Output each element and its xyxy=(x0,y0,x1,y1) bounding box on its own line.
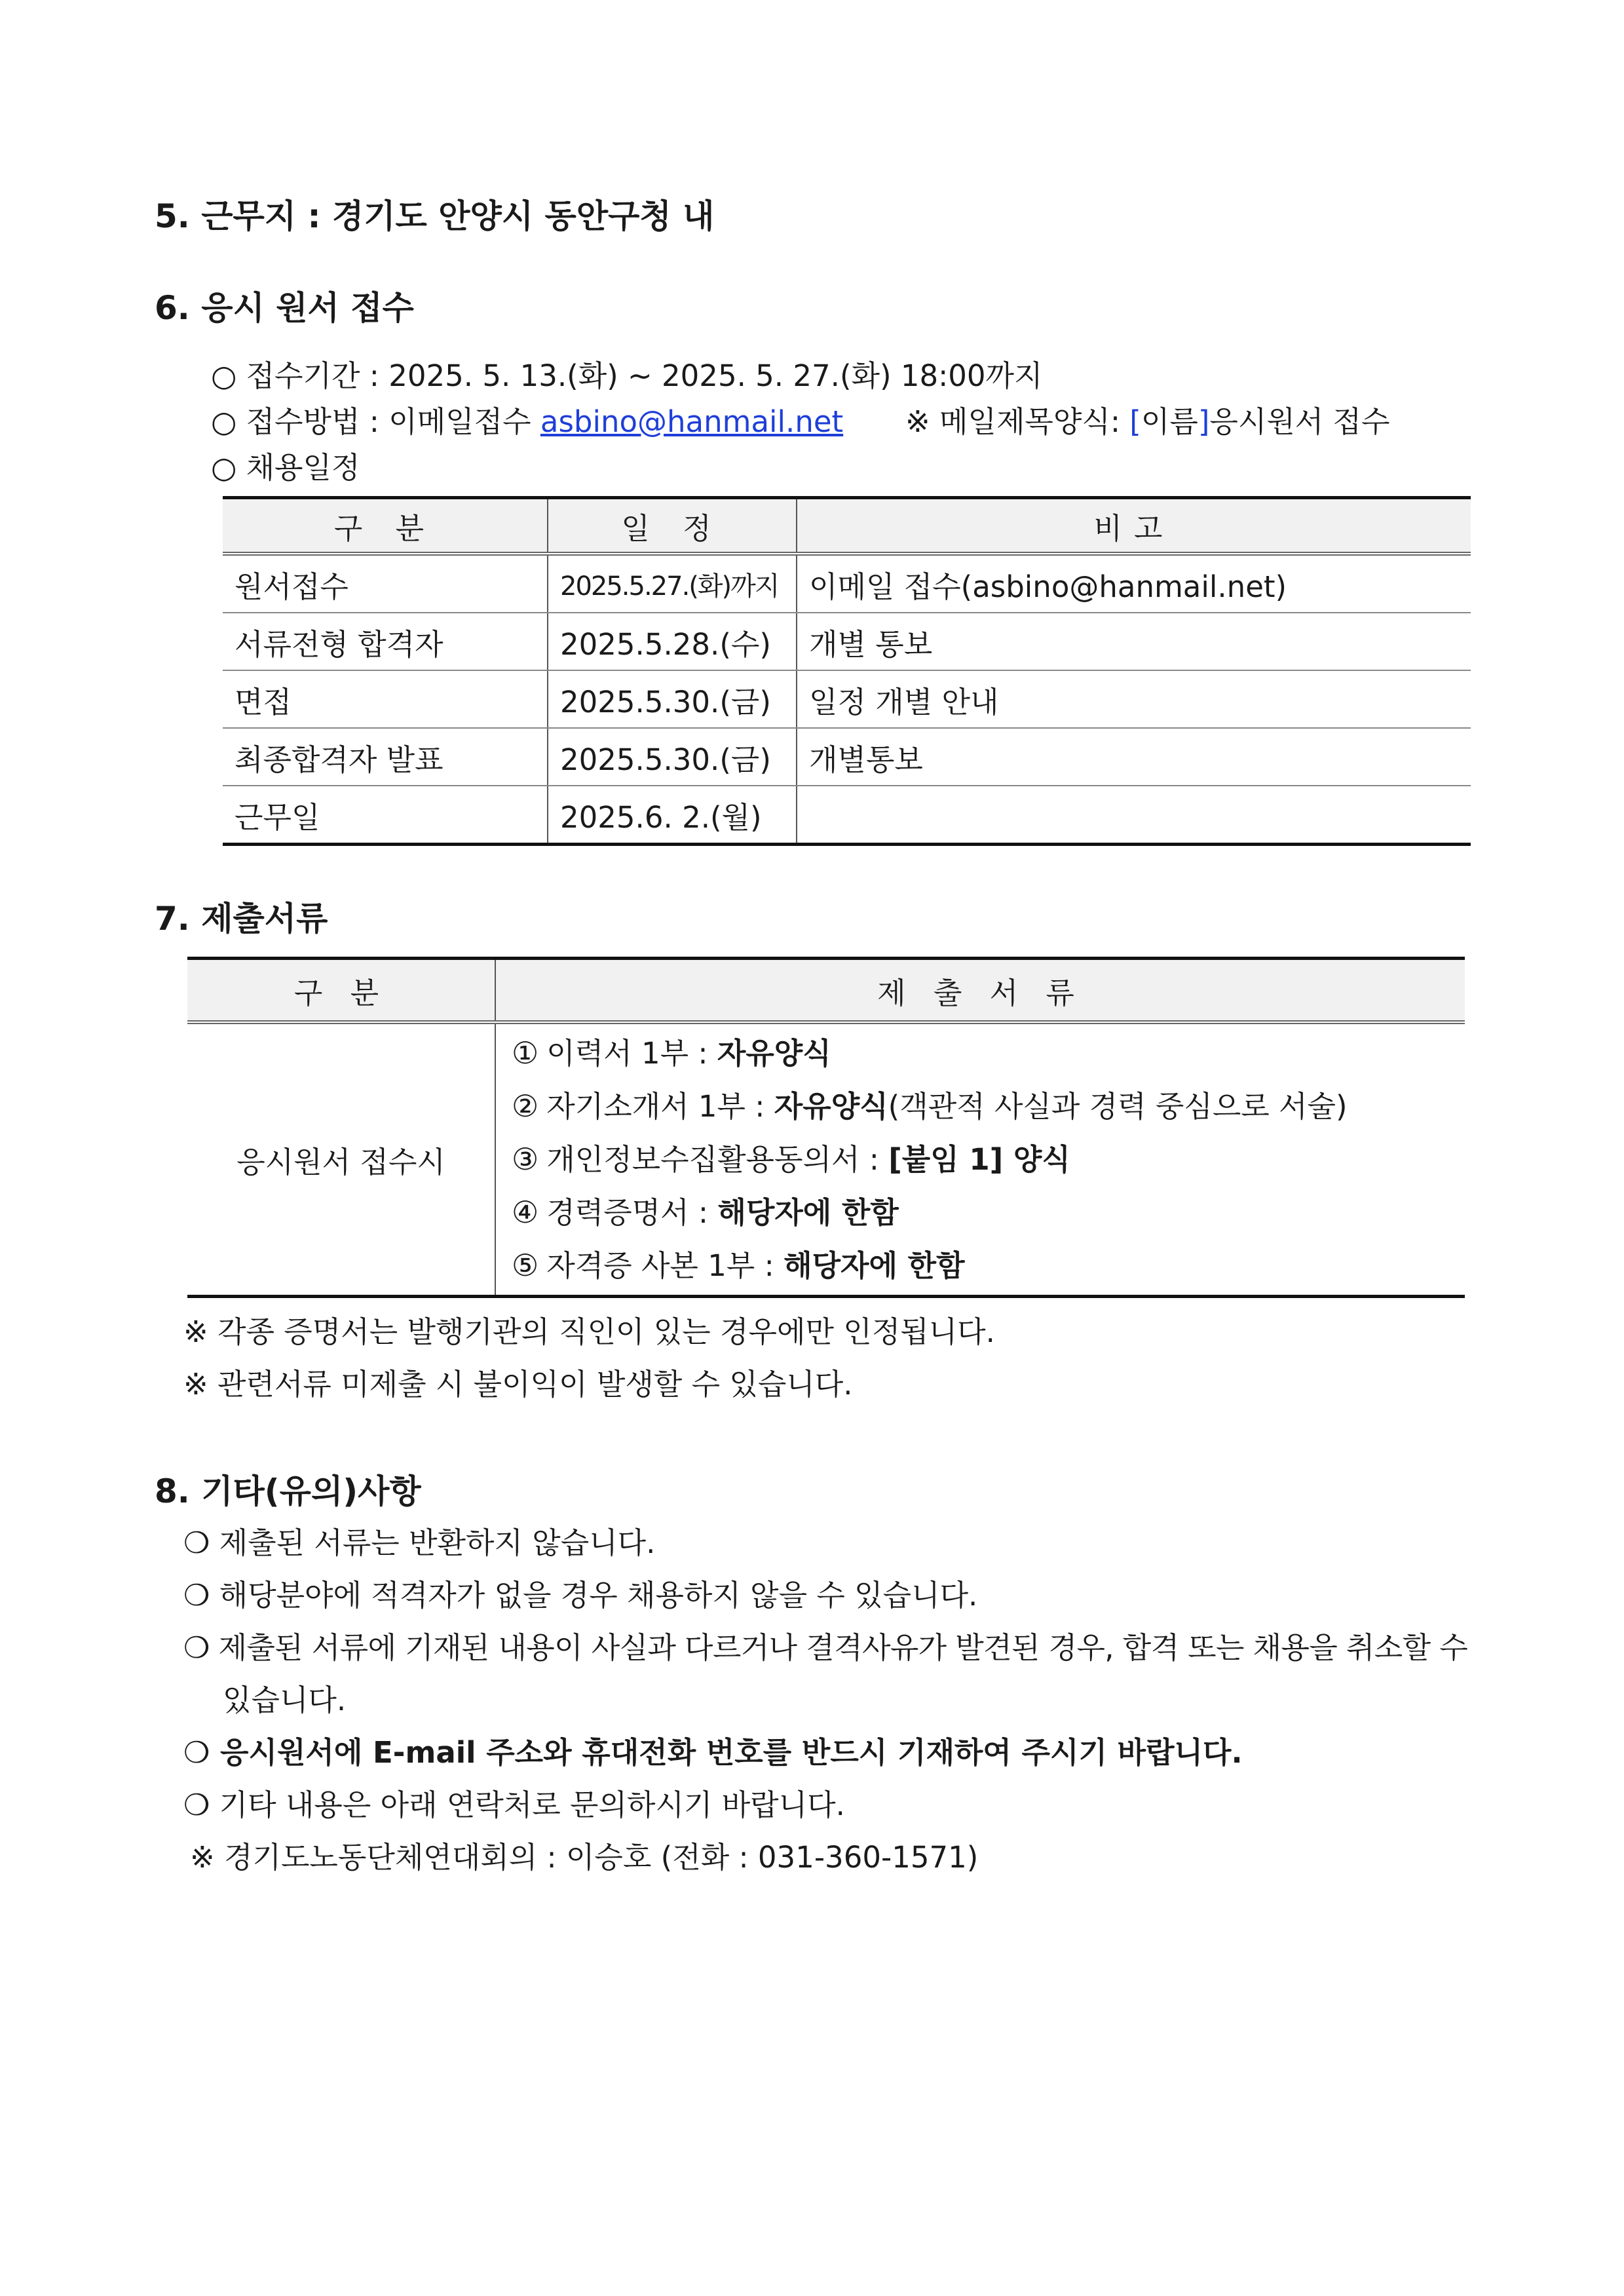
notice-item: ❍ 해당분야에 적격자가 없을 경우 채용하지 않을 수 있습니다. xyxy=(183,1578,978,1613)
header-category: 구 분 xyxy=(187,959,495,1023)
item-text: 자격증 사본 1부 : xyxy=(546,1248,784,1283)
item-bold: [붙임 1] 양식 xyxy=(888,1142,1070,1177)
table-row xyxy=(223,554,1471,613)
item-number: ② xyxy=(512,1088,539,1124)
schedule-table xyxy=(223,496,1471,846)
cell-date: 2025.5.28.(수) xyxy=(548,613,797,670)
cell-note: 개별 통보 xyxy=(797,613,1471,670)
cell-note: 개별통보 xyxy=(797,728,1471,786)
cell-category: 근무일 xyxy=(235,799,320,835)
section-5-heading: 5. 근무지 : 경기도 안양시 동안구청 내 xyxy=(155,197,715,235)
cell-category: 응시원서 접수시 xyxy=(236,1145,445,1179)
header-documents: 제 출 서 류 xyxy=(495,959,1465,1023)
header-schedule: 일 정 xyxy=(548,498,797,554)
subject-rest: 응시원서 접수 xyxy=(1209,404,1390,439)
subject-name: 이름 xyxy=(1141,404,1198,439)
notice-item-continued: 있습니다. xyxy=(223,1683,347,1717)
application-method xyxy=(211,398,843,440)
list-item xyxy=(512,1027,1449,1080)
list-item xyxy=(512,1186,1449,1239)
cell-date: 2025.6. 2.(월) xyxy=(548,786,797,845)
table-row xyxy=(223,670,1471,728)
item-text: 경력증명서 : xyxy=(546,1195,718,1230)
item-text: 자기소개서 1부 : xyxy=(546,1089,774,1124)
cell-category: 서류전형 합격자 xyxy=(223,613,548,670)
cell-date: 2025.5.27.(화)까지 xyxy=(548,554,797,613)
table-header-row xyxy=(187,959,1465,1023)
item-bold: 해당자에 한함 xyxy=(717,1195,899,1230)
cell-category: 면접 xyxy=(223,670,548,728)
email-subject-format xyxy=(905,398,1390,440)
application-period: ○ 접수기간 : 2025. 5. 13.(화) ~ 2025. 5. 27.(화) 18:00까지 xyxy=(211,358,1043,393)
notice-item: ❍ 제출된 서류는 반환하지 않습니다. xyxy=(183,1525,656,1560)
table-row xyxy=(187,1022,1465,1297)
cell-date: 2025.5.30.(금) xyxy=(548,670,797,728)
item-bold: 해당자에 한함 xyxy=(784,1248,965,1283)
item-text: 개인정보수집활용동의서 : xyxy=(546,1142,889,1177)
subject-note-label: ※ 메일제목양식: xyxy=(905,404,1130,439)
item-bold: 자유양식 xyxy=(774,1089,888,1124)
cell-note: 이메일 접수(asbino@hanmail.net) xyxy=(797,554,1471,613)
cell-note xyxy=(797,786,1471,845)
documents-table xyxy=(187,957,1465,1298)
subject-bracket-open: [ xyxy=(1129,404,1141,439)
section-7-heading: 7. 제출서류 xyxy=(155,900,328,938)
contact-info: ※ 경기도노동단체연대회의 : 이승호 (전화 : 031-360-1571) xyxy=(190,1840,979,1875)
cell-date: 2025.5.30.(금) xyxy=(548,728,797,786)
section-6-heading: 6. 응시 원서 접수 xyxy=(155,289,414,327)
table-row xyxy=(223,728,1471,786)
notice-item: ❍ 제출된 서류에 기재된 내용이 사실과 다르거나 결격사유가 발견된 경우, 합격 또는 채용을 취소할 수 xyxy=(183,1630,1468,1665)
schedule-label: ○ 채용일정 xyxy=(211,450,360,485)
table-header-row xyxy=(223,498,1471,554)
item-bold: 자유양식 xyxy=(717,1036,831,1071)
email-link[interactable]: asbino@hanmail.net xyxy=(540,404,844,439)
method-label: ○ 접수방법 : 이메일접수 xyxy=(211,404,540,439)
cell-documents xyxy=(495,1022,1465,1297)
cell-category: 최종합격자 발표 xyxy=(223,728,548,786)
item-number: ④ xyxy=(512,1195,539,1230)
note-certificates: ※ 각종 증명서는 발행기관의 직인이 있는 경우에만 인정됩니다. xyxy=(183,1314,995,1349)
cell-note: 일정 개별 안내 xyxy=(797,670,1471,728)
item-text: 이력서 1부 : xyxy=(546,1036,717,1071)
table-row xyxy=(223,786,1471,845)
item-after: (객관적 사실과 경력 중심으로 서술) xyxy=(888,1089,1348,1124)
table-row xyxy=(223,613,1471,670)
note-missing-docs: ※ 관련서류 미제출 시 불이익이 발생할 수 있습니다. xyxy=(183,1367,853,1402)
item-number: ⑤ xyxy=(512,1248,539,1283)
item-number: ③ xyxy=(512,1141,539,1177)
notice-item: ❍ 기타 내용은 아래 연락처로 문의하시기 바랍니다. xyxy=(183,1788,845,1822)
notice-item-emphasis: ❍ 응시원서에 E-mail 주소와 휴대전화 번호를 반드시 기재하여 주시기 바랍니다. xyxy=(183,1735,1243,1770)
section-8-heading: 8. 기타(유의)사항 xyxy=(155,1472,421,1510)
subject-bracket-close: ] xyxy=(1198,404,1210,439)
cell-category: 원서접수 xyxy=(223,554,548,613)
header-category: 구 분 xyxy=(223,498,548,554)
header-note: 비고 xyxy=(797,498,1471,554)
list-item xyxy=(512,1080,1449,1133)
item-number: ① xyxy=(512,1035,539,1071)
list-item xyxy=(512,1133,1449,1186)
list-item xyxy=(512,1239,1449,1292)
